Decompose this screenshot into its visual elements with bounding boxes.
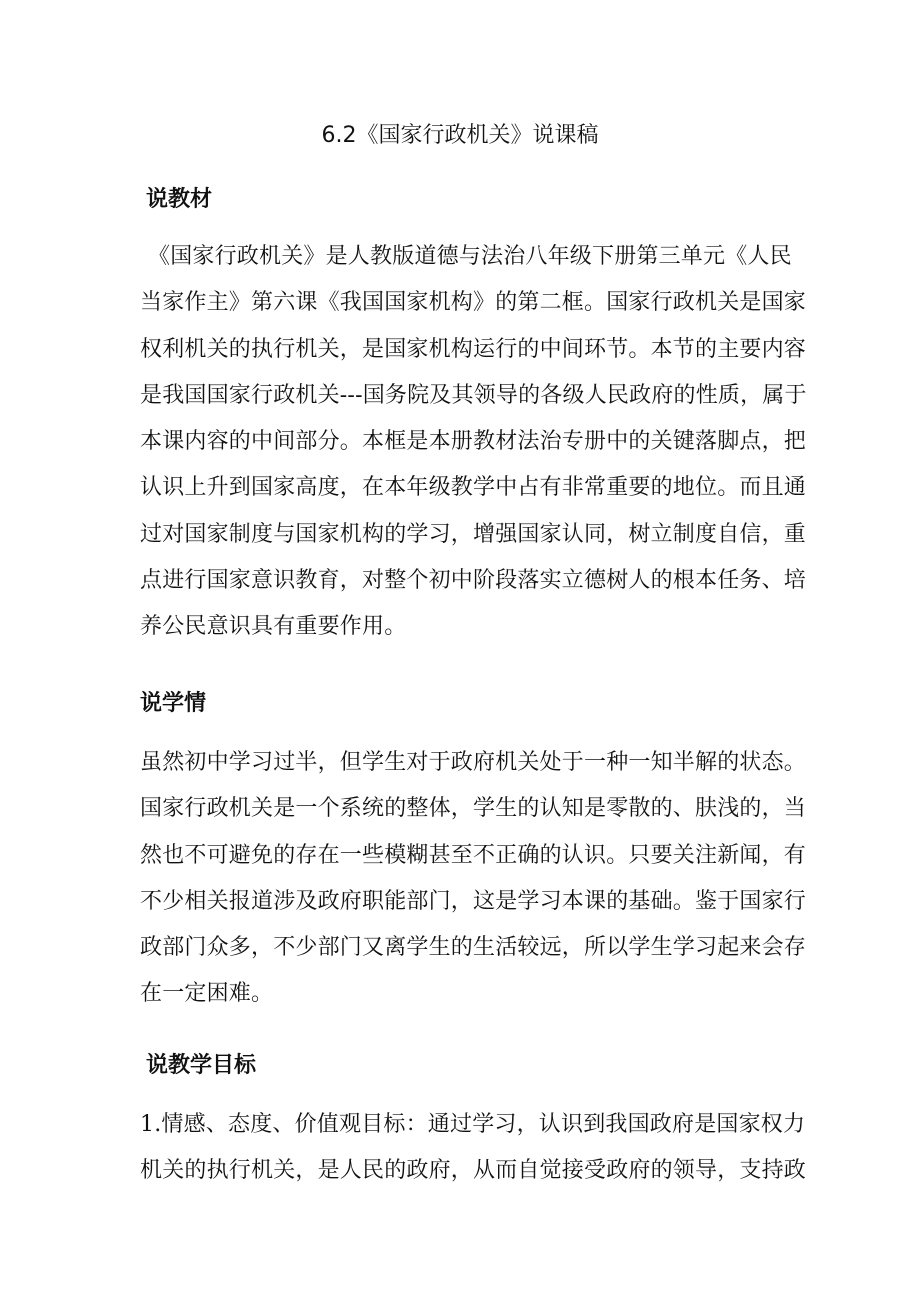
paragraph-line: 当家作主》第六课《我国国家机构》的第二框。国家行政机关是国家 xyxy=(140,290,807,316)
section-heading-objectives: 说教学目标 xyxy=(146,1053,257,1078)
paragraph-line: 不少相关报道涉及政府职能部门，这是学习本课的基础。鉴于国家行 xyxy=(140,888,807,914)
paragraph-line: 1.情感、态度、价值观目标：通过学习，认识到我国政府是国家权力 xyxy=(140,1112,806,1137)
paragraph-line: 认识上升到国家高度，在本年级教学中占有非常重要的地位。而且通 xyxy=(140,475,807,501)
section-body-textbook xyxy=(140,234,807,651)
paragraph-line: 虽然初中学习过半，但学生对于政府机关处于一种一知半解的状态。 xyxy=(140,750,807,775)
section-heading-students: 说学情 xyxy=(140,691,207,716)
section-body-students xyxy=(140,740,807,1018)
section-body-objectives xyxy=(140,1102,807,1195)
paragraph-line: 是我国国家行政机关---国务院及其领导的各级人民政府的性质，属于 xyxy=(140,382,807,408)
document-title: 6.2《国家行政机关》说课稿 xyxy=(321,123,599,148)
paragraph-line: 养公民意识具有重要作用。 xyxy=(140,614,407,640)
section-heading-textbook: 说教材 xyxy=(146,187,213,212)
paragraph-line: 在一定困难。 xyxy=(140,981,274,1007)
paragraph-line: 权利机关的执行机关，是国家机构运行的中间环节。本节的主要内容 xyxy=(140,336,807,362)
paragraph-line: 本课内容的中间部分。本框是本册教材法治专册中的关键落脚点，把 xyxy=(140,429,807,455)
paragraph-line: 然也不可避免的存在一些模糊甚至不正确的认识。只要关注新闻，有 xyxy=(140,842,807,868)
paragraph-line: 机关的执行机关，是人民的政府，从而自觉接受政府的领导，支持政 xyxy=(140,1158,807,1184)
paragraph-line: 政部门众多，不少部门又离学生的生活较远，所以学生学习起来会存 xyxy=(140,935,807,961)
paragraph-line: 国家行政机关是一个系统的整体，学生的认知是零散的、肤浅的，当 xyxy=(140,796,807,822)
paragraph-line: 《国家行政机关》是人教版道德与法治八年级下册第三单元《人民 xyxy=(148,244,792,269)
paragraph-line: 过对国家制度与国家机构的学习，增强国家认同，树立制度自信，重 xyxy=(140,521,807,547)
paragraph-line: 点进行国家意识教育，对整个初中阶段落实立德树人的根本任务、培 xyxy=(140,568,807,594)
